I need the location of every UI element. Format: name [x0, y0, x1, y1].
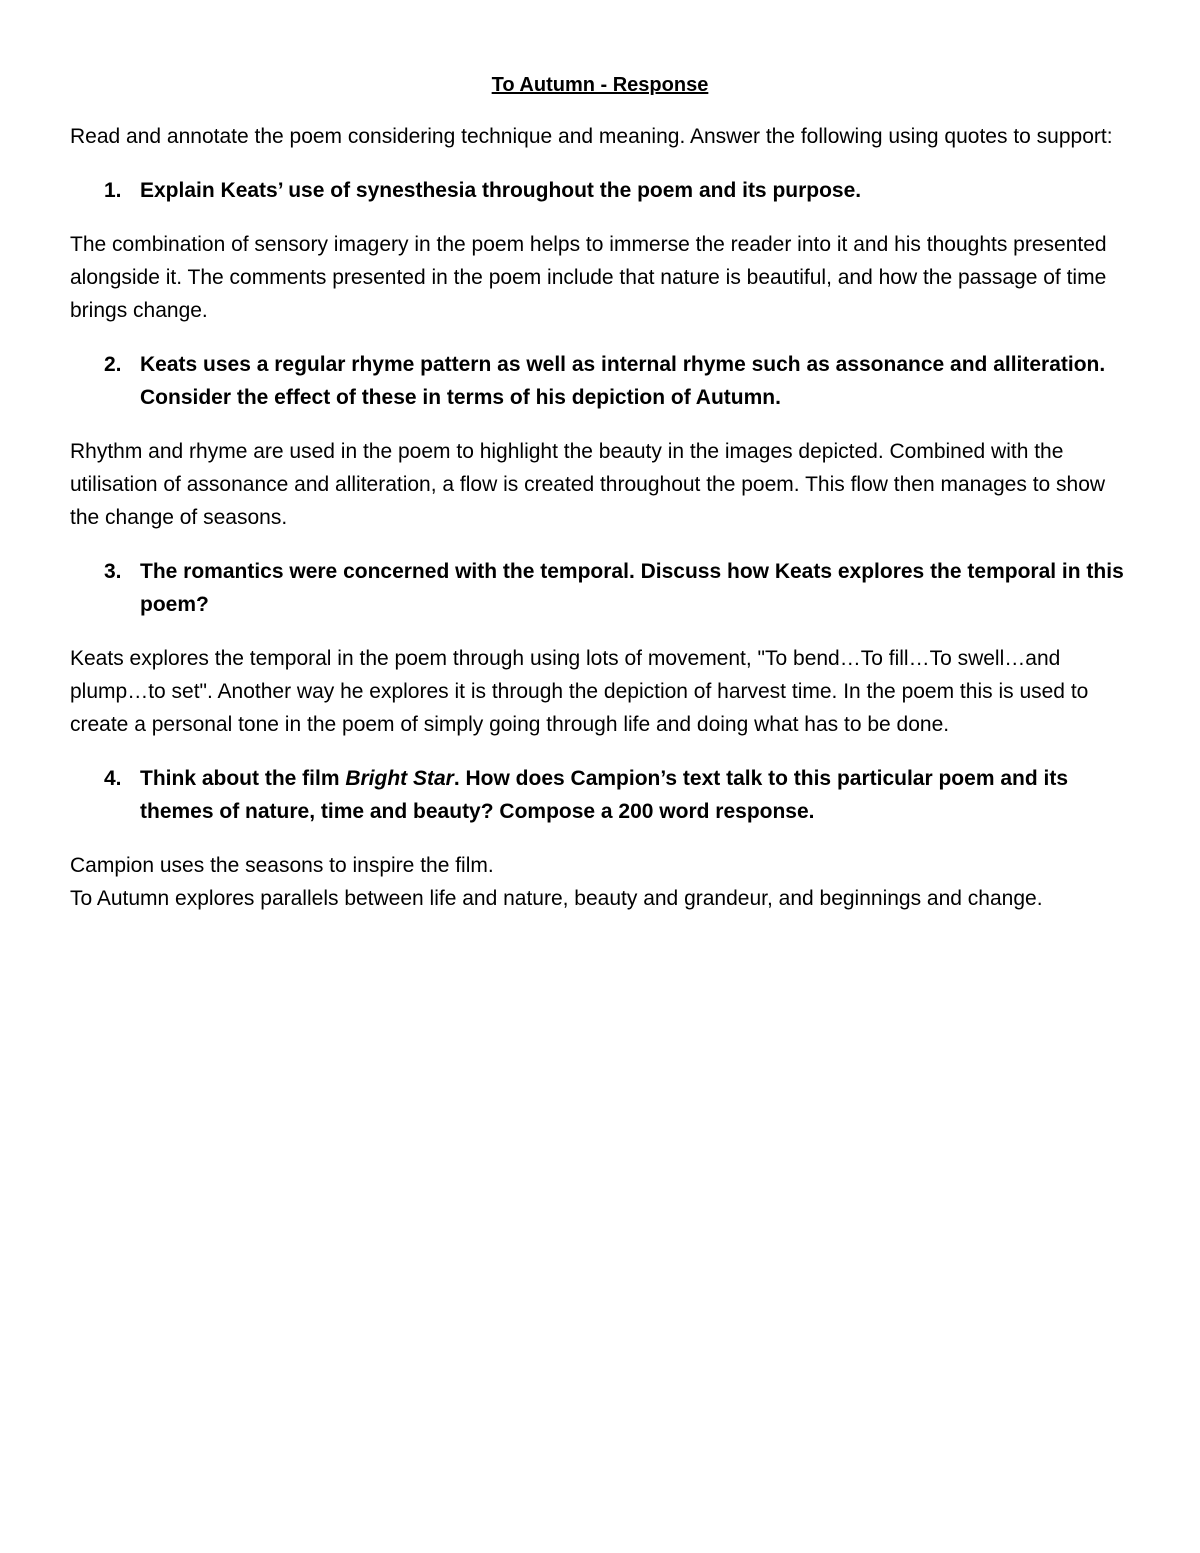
question-number: 1.	[104, 179, 122, 202]
question-text-start: Think about the film	[140, 767, 346, 790]
question-text: The romantics were concerned with the temporal. Discuss how Keats explores the temporal in this poem?	[140, 560, 1124, 616]
question-4	[70, 762, 1130, 828]
answer-4-line-2: To Autumn explores parallels between life and nature, beauty and grandeur, and beginnings and change.	[70, 887, 1043, 910]
question-3	[70, 555, 1130, 621]
question-number: 3.	[104, 560, 122, 583]
question-number: 4.	[104, 767, 122, 790]
instructions: Read and annotate the poem considering technique and meaning. Answer the following using quotes to support:	[70, 125, 1113, 148]
question-number: 2.	[104, 353, 122, 376]
question-text: Keats uses a regular rhyme pattern as well as internal rhyme such as assonance and alliteration. Consider the effect of these in terms of his depiction of Autumn.	[140, 353, 1106, 409]
question-2	[70, 348, 1130, 414]
question-text: Explain Keats’ use of synesthesia throughout the poem and its purpose.	[140, 179, 862, 202]
question-text	[140, 762, 1130, 828]
answer-3: Keats explores the temporal in the poem through using lots of movement, "To bend…To fill…To swell…and plump…to set". Another way he explores it is through the depiction of harvest time. In the poem this is used to create a personal tone in the poem of simply going through life and doing what has to be done.	[70, 647, 1089, 736]
page-title: To Autumn - Response	[491, 74, 709, 96]
answer-1: The combination of sensory imagery in the poem helps to immerse the reader into it and his thoughts presented alongside it. The comments presented in the poem include that nature is beautiful, and how the passage of time brings change.	[70, 233, 1107, 322]
answer-4-line-1: Campion uses the seasons to inspire the film.	[70, 854, 494, 877]
question-1	[70, 174, 1130, 207]
answer-2: Rhythm and rhyme are used in the poem to highlight the beauty in the images depicted. Combined with the utilisation of assonance and alliteration, a flow is created throughout the poem. This flow then manages to show the change of seasons.	[70, 440, 1106, 529]
film-title: Bright Star	[345, 767, 454, 790]
question-text-end: . How does Campion’s text talk to this particular poem and its themes of nature, time and beauty? Compose a 200 word response.	[140, 767, 1069, 823]
